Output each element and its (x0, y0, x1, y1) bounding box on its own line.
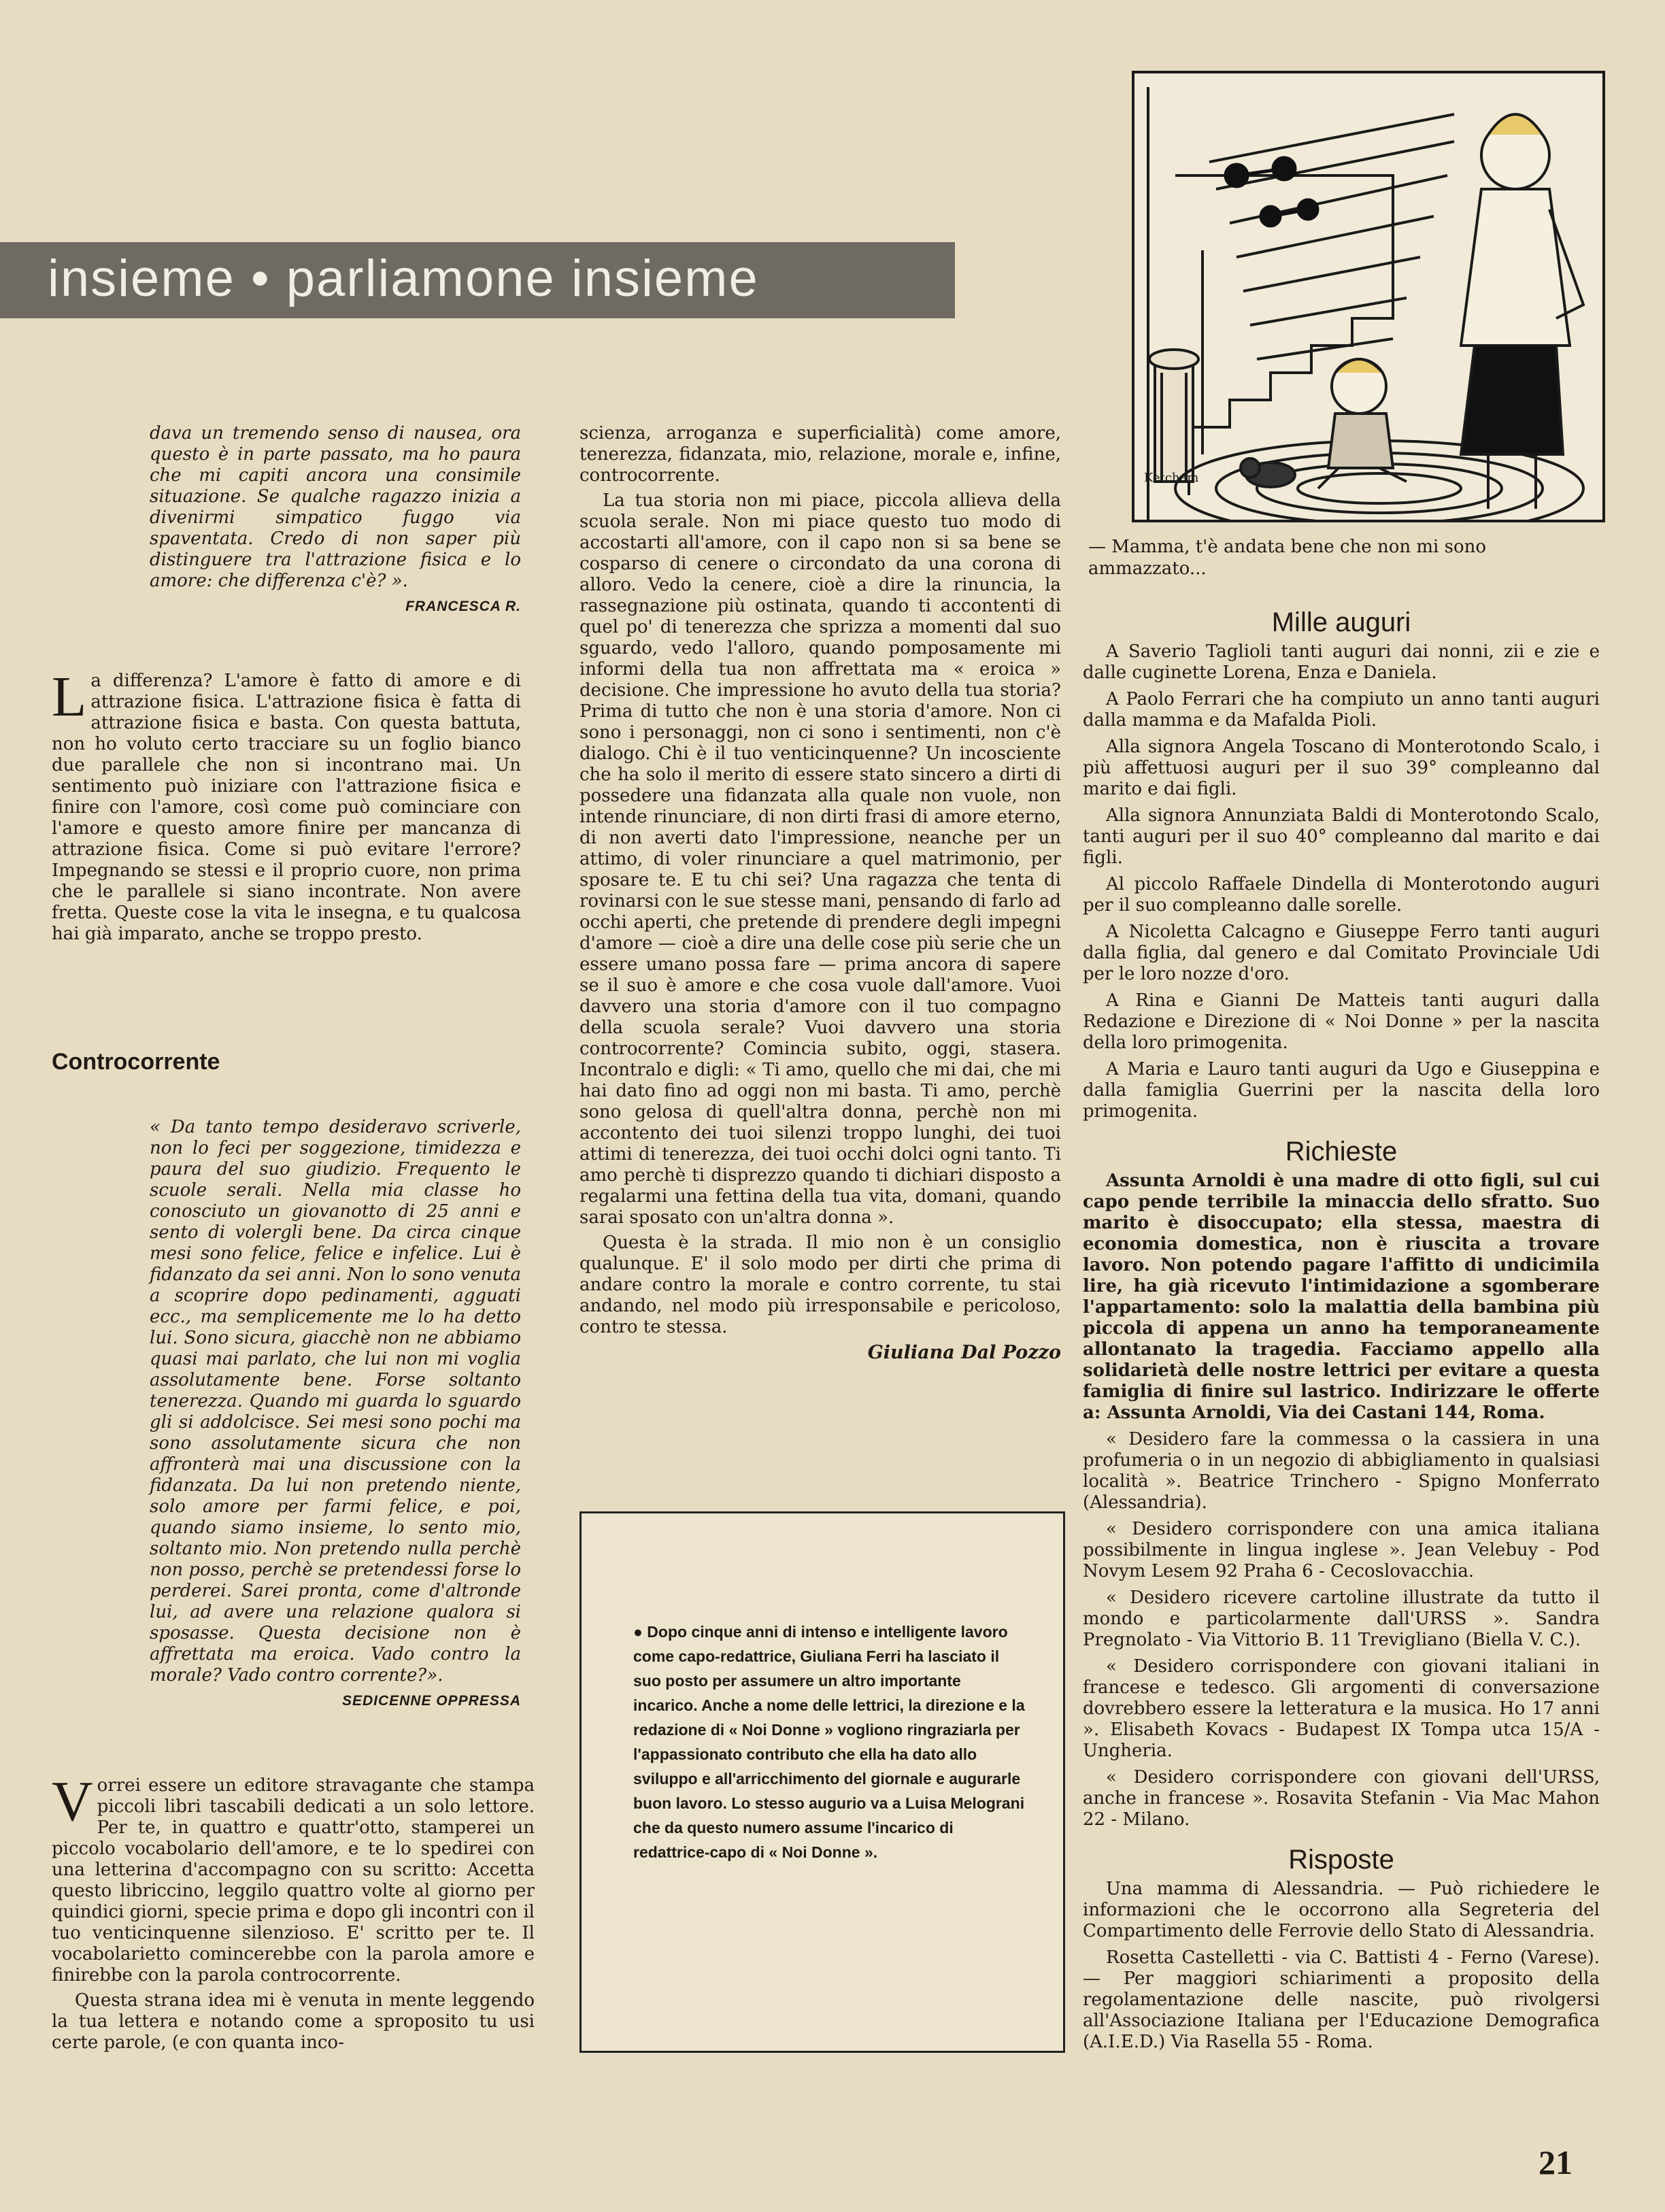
richieste-item: « Desidero fare la commessa o la cassiera in una profumeria o in un negozio di abbigliamento in qualsiasi località ». Beatrice Trinchero - Spigno Monferrato (Alessandria). (1083, 1429, 1600, 1513)
signature-giuliana: Giuliana Dal Pozzo (867, 1342, 1061, 1363)
richieste-item: « Desidero ricevere cartoline illustrate da tutto il mondo e particolarmente dall'URSS ». Sandra Pregnolato - Via Vittorio B. 11 Trevigliano (Biella V. C.). (1083, 1588, 1600, 1650)
signature-francesca: FRANCESCA R. (405, 599, 521, 614)
notice-text: ● Dopo cinque anni di intenso e intelligente lavoro come capo-redattrice, Giuliana Ferri ha lasciato il suo posto per assumere un altro importante incarico. Anche a nome delle lettrici, la direzione e la redazione di « Noi Donne » vogliono ringraziarla per l'appassionato contributo che ella ha dato allo sviluppo e all'arricchimento del giornale e augurarle buon lavoro. Lo stesso augurio va a Luisa Melograni che da questo numero assume l'incarico di redattrice-capo di « Noi Donne ». (633, 1623, 1025, 1861)
richieste-heading: Richieste (1285, 1137, 1398, 1167)
reply-sedicenne-start: Vorrei essere un editore stravagante che stampa piccoli libri tascabili dedicati a un solo lettore. Per te, in quattro e quattr'otto, stamperei un piccolo vocabolario dell'amore, e te lo spedirei con una letterina d'accompagno con su scritto: Accetta questo libriccino, leggilo quattro volte al giorno per quindici giorni, specie prima e dopo gli incontri con il tuo venticinquenne silenzioso. E' scritto per te. Il vocabolarietto comincerebbe con la parola amore e finirebbe con la parola controcorrente. Questa strana idea mi è venuta in mente leggendo la tua lettera e notando come a sproposito tu usi certe parole, (e con quanta inco- (52, 1770, 535, 2053)
signature-sedicenne: SEDICENNE OPPRESSA (341, 1693, 521, 1709)
risposte-item: Rosetta Castelletti - via C. Battisti 4 - Ferno (Varese). — Per maggiori schiarimenti a proposito della regolamentazione delle nascite, può rivolgersi all'Associazione Italiana per l'Educazione Demografica (A.I.E.D.) Via Rasella 55 - Roma. (1083, 1947, 1600, 2052)
risposte-heading: Risposte (1288, 1845, 1394, 1875)
richieste-appeal: Assunta Arnoldi è una madre di otto figli, sul cui capo pende terribile la minaccia dello sfratto. Suo marito è disoccupato; ella stessa, maestra di economia domestica, non è riuscita a trovare lavoro. Non potendo pagare l'affitto di undicimila lire, ha già ricevuto l'intimidazione a sgomberare l'appartamento: solo la malattia della bambina più piccola di appena un anno ha temporaneamente allontanato la tragedia. Facciamo appello alla solidarietà delle nostre lettrici per evitare a questa famiglia di finire sul lastrico. Indirizzare le offerte a: Assunta Arnoldi, Via dei Castani 144, Roma. (1083, 1171, 1600, 1423)
auguri-item: A Paolo Ferrari che ha compiuto un anno tanti auguri dalla mamma e da Mafalda Pioli. (1083, 689, 1600, 731)
controcorrente-heading: Controcorrente (52, 1049, 220, 1075)
auguri-item: A Saverio Taglioli tanti auguri dai nonni, zii e zie e dalle cuginette Lorena, Enza e Daniela. (1083, 641, 1600, 683)
mille-auguri-heading: Mille auguri (1271, 607, 1411, 637)
letter-sedicenne: « Da tanto tempo desideravo scriverle, non lo feci per soggezione, timidezza e paura del suo giudizio. Frequento le scuole serali. Nella mia classe ho conosciuto un giovanotto di 25 anni e sento di volergli bene. Da circa cinque mesi sono felice, felice e infelice. Lui è fidanzato da sei anni. Non lo sono venuta a scoprire dopo pedinamenti, agguati ecc., ma semplicemente me lo ha detto lui. Sono sicura, giacchè non ne abbiamo quasi mai parlato, che lui non mi voglia assolutamente bene. Forse soltanto tenerezza. Quando mi guarda lo sguardo gli si addolcisce. Sei mesi sono pochi ma sono assolutamente sicura che non affronterà mai una discussione con la fidanzata. Da lui non pretendo niente, solo amore per farmi felice, e poi, quando siamo insieme, lo sento mio, soltanto mio. Non pretendo nulla perchè non posso, perchè se pretendessi forse lo perderei. Sarei pronta, come d'altronde lui, ad avere una relazione qualora si sposasse. Questa decisione non è affrettata ma eroica. Vado contro la morale? Vado contro corrente?». SEDICENNE OPPRESSA (150, 1117, 521, 1715)
auguri-item: Al piccolo Raffaele Dindella di Monterotondo auguri per il suo compleanno dalle sorelle. (1083, 874, 1600, 916)
richieste-item: « Desidero corrispondere con una amica italiana possibilmente in lingua inglese ». Jean Velebuy - Pod Novym Lesem 92 Praha 6 - Cecoslovacchia. (1083, 1519, 1600, 1581)
cartoon-drawing (1134, 73, 1602, 520)
dropcap-l: L (52, 665, 87, 728)
richieste-item: « Desidero corrispondere con giovani dell'URSS, anche in francese ». Rosavita Stefanin - Via Mac Mahon 22 - Milano. (1083, 1767, 1600, 1830)
auguri-item: A Rina e Gianni De Matteis tanti auguri dalla Redazione e Direzione di « Noi Donne » per la nascita della loro primogenita. (1083, 990, 1600, 1053)
richieste-item: « Desidero corrispondere con giovani italiani in francese e tedesco. Gli argomenti di conversazione dovrebbero essere la letteratura e la musica. Ho 17 anni ». Elisabeth Kovacs - Budapest IX Tompa utca 15/A - Ungheria. (1083, 1656, 1600, 1761)
letter-francesca: dava un tremendo senso di nausea, ora questo è in parte passato, ma ho paura che mi capiti ancora una consimile situazione. Se qualche ragazzo inizia a divenirmi simpatico fuggo via spaventata. Credo di non saper più distinguere tra l'attrazione fisica e lo amore: che differenza c'è? ». FRANCESCA R. (150, 423, 521, 621)
right-column (1083, 607, 1600, 2058)
risposte-item: Una mamma di Alessandria. — Può richiedere le informazioni che le occorrono alla Segreteria del Compartimento delle Ferrovie dello Stato di Alessandria. (1083, 1879, 1600, 1941)
auguri-item: Alla signora Annunziata Baldi di Monterotondo Scalo, tanti auguri per il suo 40° compleanno dal marito e dai figli. (1083, 805, 1600, 868)
auguri-item: Alla signora Angela Toscano di Monterotondo Scalo, i più affettuosi auguri per il suo 39° compleanno dal marito e dai figli. (1083, 737, 1600, 799)
bullet-icon: ● (633, 1623, 643, 1641)
section-banner-title: insieme • parliamone insieme (48, 250, 759, 307)
reply-sedicenne-continued: scienza, arroganza e superficialità) come amore, tenerezza, fidanzata, mio, relazione, morale e, infine, controcorrente. La tua storia non mi piace, piccola allieva della scuola serale. Non mi piace questo tuo modo di accostarti all'amore, con il capo non si sa bene se cosparso di cenere o circondato da una corona di alloro. Vedo la cenere, cioè a dire la rinuncia, la rassegnazione più ostinata, quando ti accontenti di quel po' di tenerezza che sprizza a momenti dal suo sguardo, vedo l'alloro, quando pomposamente mi informi della tua non affrettata ma « eroica » decisione. Che impressione ho avuto della tua storia? Prima di tutto che non è una storia d'amore. Non ci sono i personaggi, non ci sono i sentimenti, non c'è dialogo. Chi è il tuo venticinquenne? Un incosciente che ha solo il merito di essere stato sincero a dirti di possedere una fidanzata alla quale non vuole, non intende rinunciare, di non dirti frasi di amore eterno, di non averti dato l'impressione, neanche per un attimo, di voler rinunciare a quel matrimonio, per sposare te. E tu chi sei? Una ragazza che tenta di rovinarsi con le sue stesse mani, pensando di farlo ad occhi aperti, che pretende di prendere degli impegni d'amore — cioè a dire una delle cose più serie che un essere umano possa fare — prima ancora di sapere se il suo è amore e che cosa vuole dall'amore. Vuoi davvero una storia d'amore con il tuo compagno della scuola serale? Vuoi davvero una storia controcorrente? Comincia subito, oggi, stasera. Incontralo e digli: « Ti amo, quello che mi dai, che mi hai dato fino ad oggi non mi basta. Ti amo, perchè sono gelosa di quell'altra donna, perchè non mi accontento dei tuoi silenzi troppo lunghi, dei tuoi attimi di tenerezza, dei tuoi occhi dolci ogni tanto. Ti amo perchè ti disprezzo quando ti dichiari disposto a regalarmi una fettina della tua vita, domani, quando sarai sposato con un'altra donna ». Questa è la strada. Il mio non è un consiglio qualunque. E' il solo modo per dirti che prima di andare contro la morale e contro corrente, tu stai andando, nel modo più irresponsabile e pericoloso, contro te stessa. Giuliana Dal Pozzo (579, 423, 1061, 1363)
dropcap-v: V (52, 1770, 93, 1833)
auguri-item: A Nicoletta Calcagno e Giuseppe Ferro tanti auguri dalla figlia, dal genero e dal Comitato Provinciale Udi per le loro nozze d'oro. (1083, 922, 1600, 984)
cartoon-caption: — Mamma, t'è andata bene che non mi sono ammazzato... (1088, 537, 1486, 579)
notice-box (579, 1511, 1065, 2053)
cartoon-illustration (1132, 71, 1605, 522)
page-number: 21 (1538, 2143, 1572, 2181)
reply-francesca: La differenza? L'amore è fatto di amore e di attrazione fisica. L'attrazione fisica è fatta di attrazione fisica e basta. Con questa battuta, non ho voluto certo tracciare su un foglio bianco due parallele che non si incontrano mai. Un sentimento può iniziare con l'attrazione fisica e finire con l'amore, così come può cominciare con l'amore e questo amore finire per mancanza di attrazione fisica. Come si può evitare l'errore? Impegnando se stessi e il proprio cuore, non prima che le parallele si siano incontrate. Non avere fretta. Queste cose la vita le insegna, e tu qualcosa hai già imparato, anche se troppo presto. (52, 665, 521, 944)
auguri-item: A Maria e Lauro tanti auguri da Ugo e Giuseppina e dalla famiglia Guerrini per la nascita della loro primogenita. (1083, 1059, 1600, 1122)
cartoon-signature: Ketcham (1144, 471, 1199, 485)
